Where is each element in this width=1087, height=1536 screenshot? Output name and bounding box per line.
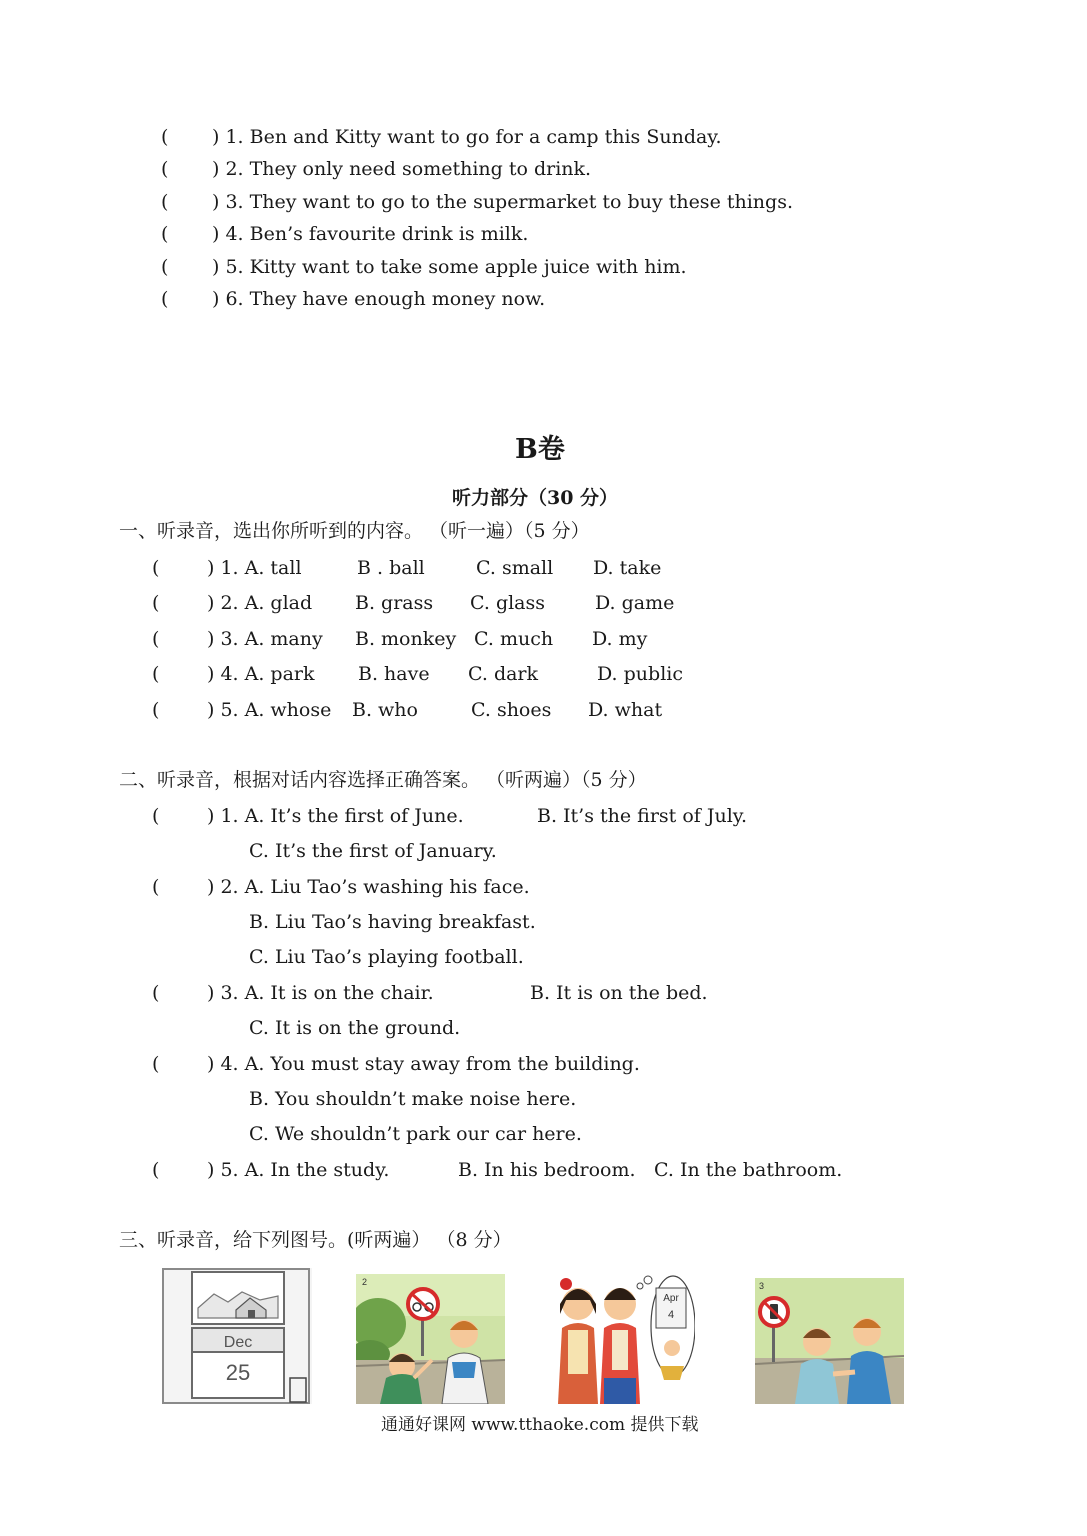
picture-christmas-calendar: [162, 1268, 312, 1404]
footer-source: 通通好课网 www.tthaoke.com 提供下载: [381, 1415, 699, 1435]
p2-q1-c: C. It’s the first of January.: [249, 840, 497, 862]
p1-q4-a: ) 4. A. park: [207, 663, 315, 685]
tf-item-4: ) 4. Ben’s favourite drink is milk.: [212, 223, 529, 245]
answer-paren[interactable]: (: [152, 1053, 160, 1075]
p1-q4-d: D. public: [597, 663, 683, 685]
p1-q2-c: C. glass: [470, 592, 546, 614]
april-illustration: [548, 1270, 695, 1404]
p1-q3-d: D. my: [592, 628, 648, 650]
answer-paren[interactable]: (: [161, 158, 169, 180]
section-b-subtitle: 听力部分（30 分）: [452, 487, 619, 509]
p2-q4-c: C. We shouldn’t park our car here.: [249, 1123, 582, 1145]
tf-item-3: ) 3. They want to go to the supermarket to buy these things.: [212, 191, 793, 213]
tf-item-6: ) 6. They have enough money now.: [212, 288, 546, 310]
answer-paren[interactable]: (: [152, 876, 160, 898]
p2-q3-c: C. It is on the ground.: [249, 1017, 461, 1039]
part1-heading: 一、听录音，选出你所听到的内容。 （听一遍）（5 分）: [119, 520, 590, 542]
tf-item-5: ) 5. Kitty want to take some apple juice with him.: [212, 256, 687, 278]
answer-paren[interactable]: (: [161, 288, 169, 310]
p2-q4-a: ) 4. A. You must stay away from the building.: [207, 1053, 640, 1075]
picture-no-phone-sign: [755, 1278, 904, 1404]
p1-q4-c: C. dark: [468, 663, 539, 685]
answer-paren[interactable]: (: [161, 223, 169, 245]
p2-q5-b: B. In his bedroom.: [458, 1159, 636, 1181]
p1-q3-c: C. much: [474, 628, 554, 650]
answer-paren[interactable]: (: [152, 663, 160, 685]
no-cycling-illustration: [356, 1274, 505, 1404]
picture-number-label: 3: [759, 1281, 765, 1291]
p1-q3-b: B. monkey: [355, 628, 457, 650]
answer-paren[interactable]: (: [161, 191, 169, 213]
p1-q4-b: B. have: [358, 663, 430, 685]
answer-paren[interactable]: (: [152, 557, 160, 579]
answer-paren[interactable]: (: [161, 126, 169, 148]
answer-paren[interactable]: (: [152, 592, 160, 614]
p1-q5-a: ) 5. A. whose: [207, 699, 332, 721]
calendar-day-label: 25: [225, 1360, 251, 1385]
tf-item-1: ) 1. Ben and Kitty want to go for a camp this Sunday.: [212, 126, 722, 148]
part2-heading: 二、听录音，根据对话内容选择正确答案。 （听两遍）（5 分）: [119, 769, 647, 791]
calendar-day-label: 4: [667, 1309, 675, 1321]
picture-number-label: 2: [362, 1277, 368, 1287]
p2-q2-a: ) 2. A. Liu Tao’s washing his face.: [207, 876, 530, 898]
p1-q2-a: ) 2. A. glad: [207, 592, 313, 614]
answer-paren[interactable]: (: [152, 982, 160, 1004]
p2-q3-b: B. It is on the bed.: [530, 982, 708, 1004]
p2-q2-c: C. Liu Tao’s playing football.: [249, 946, 524, 968]
p2-q5-c: C. In the bathroom.: [654, 1159, 843, 1181]
calendar-illustration: [162, 1268, 312, 1404]
answer-paren[interactable]: (: [161, 256, 169, 278]
p1-q3-a: ) 3. A. many: [207, 628, 323, 650]
section-b-title: B卷: [515, 434, 565, 465]
p2-q2-b: B. Liu Tao’s having breakfast.: [249, 911, 536, 933]
answer-paren[interactable]: (: [152, 699, 160, 721]
calendar-month-label: Apr: [663, 1293, 679, 1304]
p1-q1-c: C. small: [476, 557, 554, 579]
p1-q1-a: ) 1. A. tall: [207, 557, 302, 579]
p1-q1-d: D. take: [593, 557, 662, 579]
part3-heading: 三、听录音，给下列图号。(听两遍） （8 分）: [119, 1229, 512, 1251]
p1-q2-d: D. game: [595, 592, 675, 614]
p1-q5-c: C. shoes: [471, 699, 552, 721]
p2-q1-b: B. It’s the first of July.: [537, 805, 748, 827]
answer-paren[interactable]: (: [152, 1159, 160, 1181]
picture-no-cycling-sign: [356, 1274, 505, 1404]
no-phone-illustration: [755, 1278, 904, 1404]
calendar-month-label: Dec: [223, 1334, 253, 1351]
p2-q1-a: ) 1. A. It’s the first of June.: [207, 805, 464, 827]
tf-item-2: ) 2. They only need something to drink.: [212, 158, 592, 180]
answer-paren[interactable]: (: [152, 628, 160, 650]
p1-q1-b: B . ball: [357, 557, 425, 579]
picture-april-calendar: [548, 1270, 695, 1404]
p1-q2-b: B. grass: [355, 592, 434, 614]
p1-q5-d: D. what: [588, 699, 663, 721]
answer-paren[interactable]: (: [152, 805, 160, 827]
p1-q5-b: B. who: [352, 699, 418, 721]
p2-q3-a: ) 3. A. It is on the chair.: [207, 982, 434, 1004]
p2-q4-b: B. You shouldn’t make noise here.: [249, 1088, 577, 1110]
p2-q5-a: ) 5. A. In the study.: [207, 1159, 390, 1181]
